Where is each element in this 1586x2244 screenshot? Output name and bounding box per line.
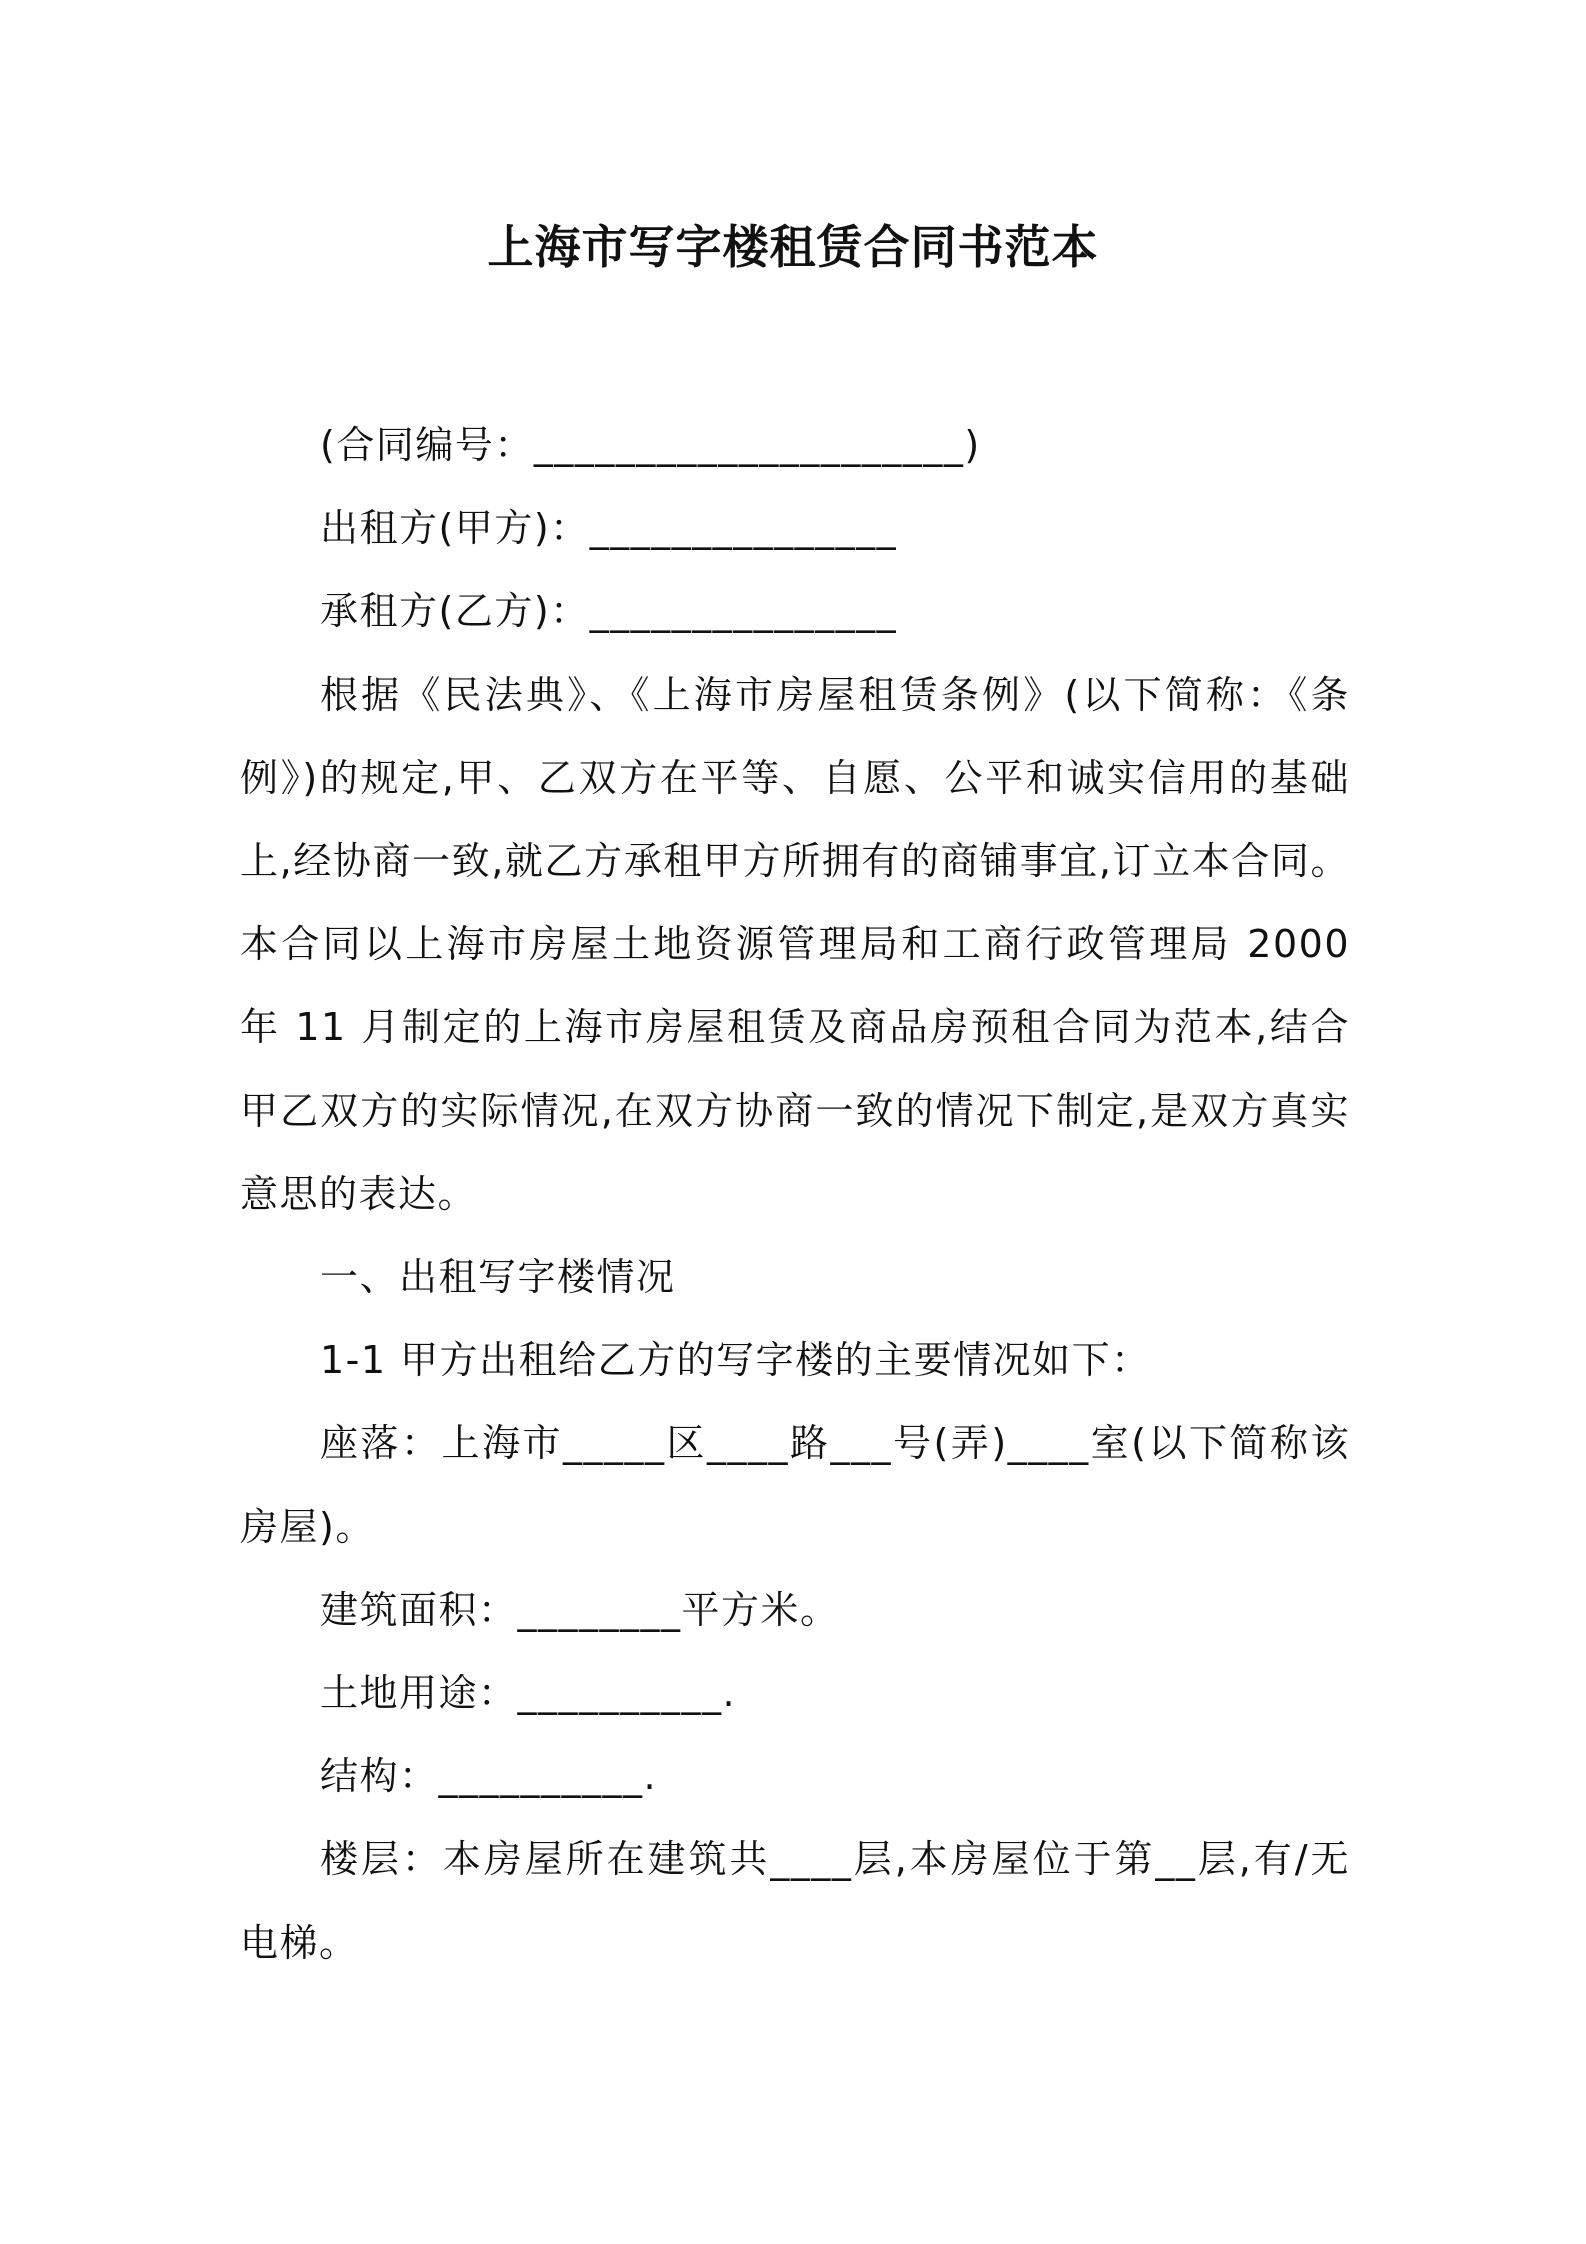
page-title: 上海市写字楼租赁合同书范本 (487, 220, 1099, 274)
preamble-paragraph: 根据《民法典》、《上海市房屋租赁条例》(以下简称：《条例》)的规定,甲、乙双方在平等、自愿、公平和诚实信用的基础上,经协商一致,就乙方承租甲方所拥有的商铺事宜,订立本合同。本合同以上海市房屋土地资源管理局和工商行政管理局 2000 年 11 月制定的上海市房屋租赁及商品房预租合同为范本,结合甲乙双方的实际情况,在双方协商一致的情况下制定,是双方真实意思的表达。 (240, 672, 1350, 1216)
lessor-field: 出租方(甲方)：_______________ (320, 506, 898, 551)
structure-field: 结构：__________. (320, 1754, 658, 1799)
contract-number-field: (合同编号：_____________________) (320, 423, 981, 467)
location-field: 座落：上海市_____区____路___号(弄)____室(以下简称该房屋)。 (240, 1421, 1350, 1549)
floor-area-field: 建筑面积：________平方米。 (320, 1587, 840, 1632)
section-heading: 一、出租写字楼情况 (320, 1255, 676, 1300)
floors-field: 楼层：本房屋所在建筑共____层,本房屋位于第__层,有/无电梯。 (240, 1837, 1350, 1965)
lessee-field: 承租方(乙方)：_______________ (320, 589, 898, 634)
land-use-field: 土地用途：__________. (320, 1671, 737, 1716)
clause-1-1: 1-1 甲方出租给乙方的写字楼的主要情况如下： (320, 1338, 1151, 1383)
document-body (240, 404, 1350, 1985)
